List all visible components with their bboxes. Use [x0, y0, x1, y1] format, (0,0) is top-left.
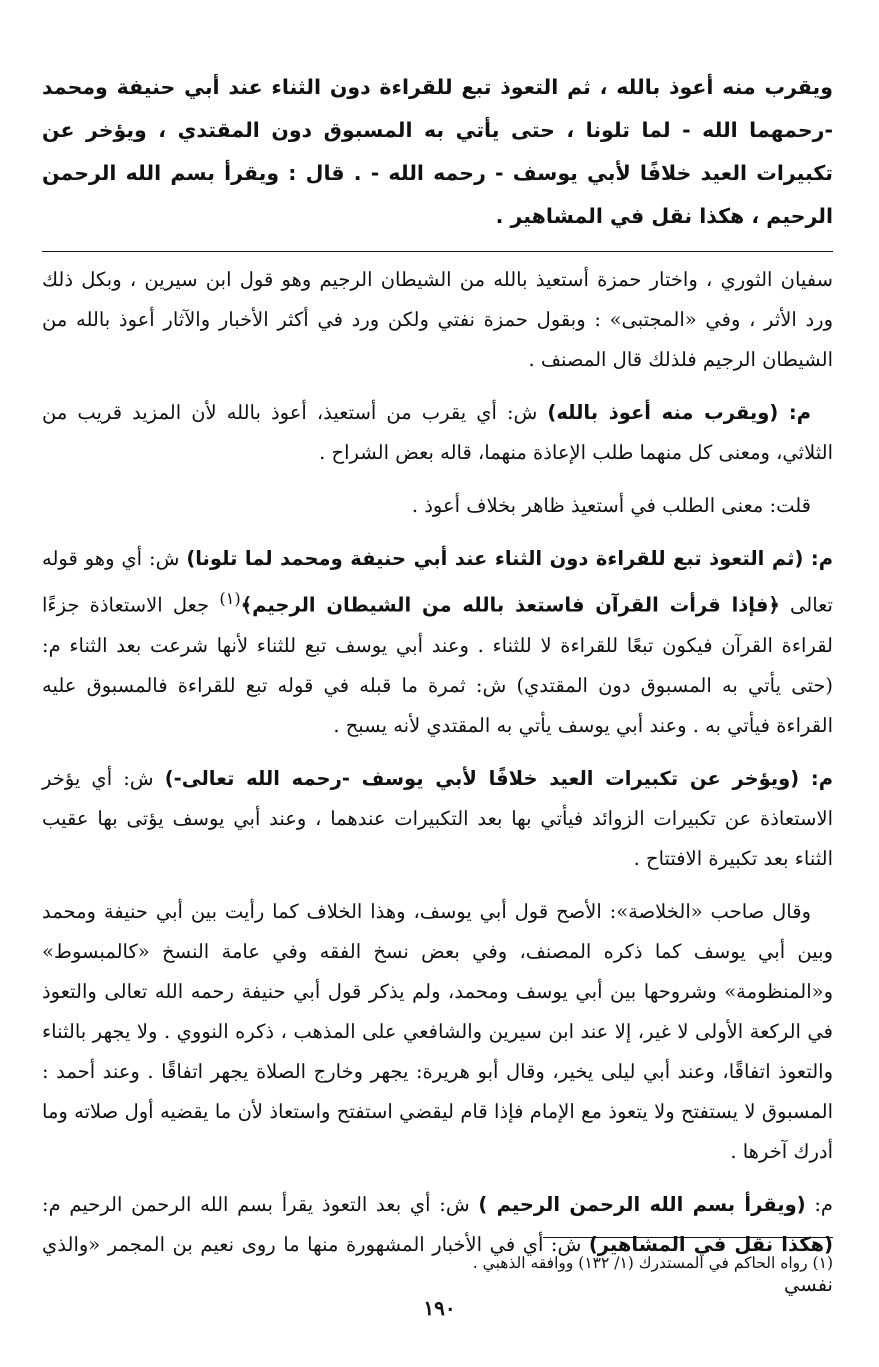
matn-quote: (ويقرأ بسم الله الرحمن الرحيم )	[478, 1192, 806, 1216]
page-body	[42, 66, 833, 1318]
footnote-ref: (١)	[219, 589, 241, 608]
matn-quote: م: (ثم التعوذ تبع للقراءة دون الثناء عند أبي حنيفة ومحمد لما تلونا)	[186, 547, 834, 570]
sharh-commentary	[42, 260, 833, 1305]
sharh-paragraph-2: م: (ويقرب منه أعوذ بالله) ش: أي يقرب من أستعيذ، أعوذ بالله لأن المزيد قريب من الثلاثي، ومعنى كل منهما طلب الإعاذة منهما، قاله بعض الشراح .	[42, 401, 833, 464]
quran-verse: ﴿فإذا قرأت القرآن فاستعذ بالله من الشيطان الرجيم﴾	[240, 593, 780, 617]
sharh-paragraph-1: سفيان الثوري ، واختار حمزة أستعيذ بالله من الشيطان الرجيم وهو قول ابن سيرين ، وبكل ذلك ورد الأثر ، وفي «المجتبى» : وبقول حمزة نفتي ولكن ورد في أكثر الأخبار والآثار أعوذ بالله من الشيطان الرجيم فلذلك قال المصنف .	[42, 268, 833, 371]
matn-quote: (هكذا نقل في المشاهير)	[588, 1232, 833, 1256]
sharh-paragraph-7: م: (ويقرأ بسم الله الرحمن الرحيم ) ش: أي بعد التعوذ يقرأ بسم الله الرحمن الرحيم م: (هكذا نقل في المشاهير) ش: أي في الأخبار المشهورة منها ما روى نعيم بن المجمر «والذي نفسي	[42, 1192, 834, 1296]
matn-quote: م: (ويؤخر عن تكبيرات العيد خلافًا لأبي يوسف -رحمه الله تعالى-)	[164, 766, 834, 790]
sharh-paragraph-5: م: (ويؤخر عن تكبيرات العيد خلافًا لأبي يوسف -رحمه الله تعالى-) ش: أي يؤخر الاستعاذة عن تكبيرات الزوائد فيأتي بها بعد التكبيرات عندهما ، وعند أبي يوسف يؤتى بها عقيب الثناء بعد تكبيرة الافتتاح .	[42, 766, 834, 870]
matn-text: ويقرب منه أعوذ بالله ، ثم التعوذ تبع للقراءة دون الثناء عند أبي حنيفة ومحمد -رحمهما الله - لما تلونا ، حتى يأتي به المسبوق دون المقتدي ، ويؤخر عن تكبيرات العيد خلافًا لأبي يوسف - رحمه الله - . قال : ويقرأ بسم الله الرحمن الرحيم ، هكذا نقل في المشاهير .	[42, 75, 833, 228]
footnote-divider	[543, 1237, 833, 1238]
sharh-paragraph-3: قلت: معنى الطلب في أستعيذ ظاهر بخلاف أعوذ .	[411, 494, 811, 517]
sharh-paragraph-6: وقال صاحب «الخلاصة»: الأصح قول أبي يوسف، وهذا الخلاف كما رأيت بين أبي حنيفة ومحمد وبين أبي يوسف كما ذكره المصنف، وفي بعض نسخ الفقه وفي عامة النسخ «كالمبسوط» و«المنظومة» وشروحها بين أبي يوسف ومحمد، ولم يذكر قول أبي حنيفة رحمه الله تعالى والتعوذ في الركعة الأولى لا غير، إلا عند ابن سيرين والشافعي على المذهب ، ذكره النووي . ولا يجهر بالثناء والتعوذ اتفاقًا، وعند أبي ليلى يخير، وقال أبو هريرة: يجهر وخارج الصلاة يجهر اتفاقًا . وعند أحمد : المسبوق لا يستفتح ولا يتعوذ مع الإمام فإذا قام ليقضي استفتح واستعاذ لأن ما يقضيه أول صلاته وما أدرك آخرها .	[42, 899, 833, 1163]
footnote: (١) رواه الحاكم في المستدرك (١/ ١٣٢) ووافقه الذهبي .	[472, 1254, 833, 1272]
matn-quote: (حتى يأتي به المسبوق دون المقتدي)	[516, 673, 833, 697]
matn-divider	[42, 251, 833, 252]
page-number: ١٩٠	[423, 1296, 456, 1320]
matn-quote: م: (ويقرب منه أعوذ بالله)	[547, 401, 811, 424]
sharh-paragraph-4: م: (ثم التعوذ تبع للقراءة دون الثناء عند أبي حنيفة ومحمد لما تلونا) ش: أي وهو قوله تعالى ﴿فإذا قرأت القرآن فاستعذ بالله من الشيطان الرجيم﴾$^{(١)}$ جعل الاستعاذة جزءًا لقراءة القرآن فيكون تبعًا للقراءة لا للثناء . وعند أبي يوسف تبع للثناء لأنها شرعت بعد الثناء م: (حتى يأتي به المسبوق دون المقتدي) ش: ثمرة ما قبله في قوله تبع للقراءة فالمسبوق عليه القراءة فيأتي به . وعند أبي يوسف يأتي به المقتدي لأنه يسبح .	[42, 547, 834, 737]
